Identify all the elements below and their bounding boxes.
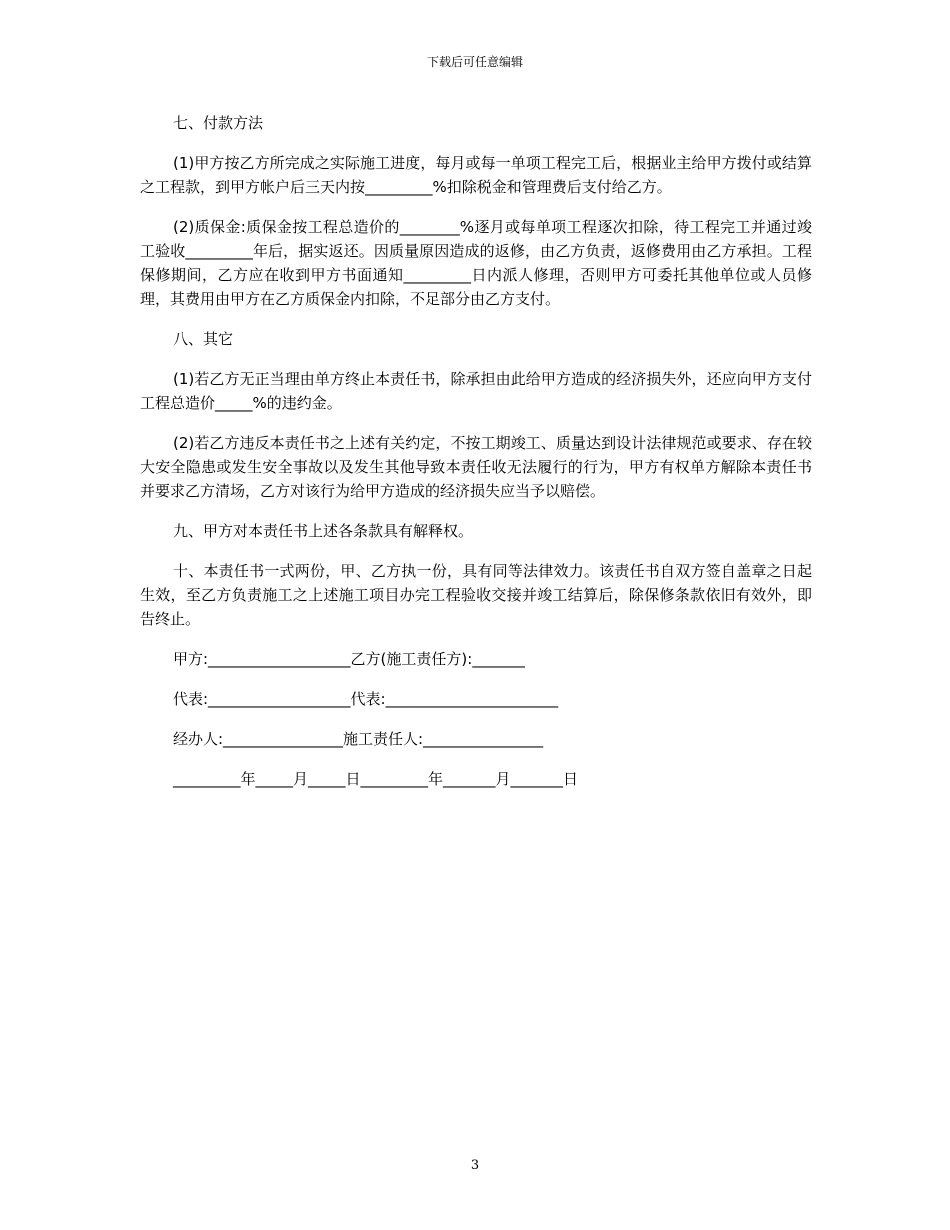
signature-block — [140, 647, 812, 791]
section-8-paragraph-2: (2)若乙方违反本责任书之上述有关约定，不按工期竣工、质量达到设计法律规范或要求、存在较大安全隐患或发生安全事故以及发生其他导致本责任收无法履行的行为，甲方有权单方解除本责任书并要求乙方清场，乙方对该行为给甲方造成的经济损失应当予以赔偿。 — [140, 434, 812, 500]
section-7-paragraph-1: (1)甲方按乙方所完成之实际施工进度，每月或每一单项工程完工后，根据业主给甲方拨付或结算之工程款，到甲方帐户后三天内按_________%扣除税金和管理费后支付给乙方。 — [140, 154, 812, 196]
signature-representative-line: 代表:___________________代表:_______________________ — [173, 690, 559, 708]
section-7-paragraph-2: (2)质保金:质保金按工程总造价的________%逐月或每单项工程逐次扣除，待工程完工并通过竣工验收_________年后，据实返还。因质量原因造成的返修，由乙方负责，返修费用由乙方承担。工程保修期间，乙方应在收到甲方书面通知_________日内派人修理，否则甲方可委托其他单位或人员修理，其费用由甲方在乙方质保金内扣除，不足部分由乙方支付。 — [140, 218, 812, 308]
section-7-title: 七、付款方法 — [173, 114, 264, 132]
signature-handler-line: 经办人:________________施工责任人:________________ — [173, 730, 544, 748]
section-8-paragraph-1: (1)若乙方无正当理由单方终止本责任书，除承担由此给甲方造成的经济损失外，还应向甲方支付工程总造价_____%的违约金。 — [140, 370, 812, 412]
page-number: 3 — [470, 1158, 480, 1173]
page-header: 下载后可任意编辑 — [426, 55, 523, 69]
section-10: 十、本责任书一式两份，甲、乙方执一份，具有同等法律效力。该责任书自双方签自盖章之日起生效，至乙方负责施工之上述施工项目办完工程验收交接并竣工结算后，除保修条款依旧有效外，即告终止。 — [140, 562, 812, 628]
document-body — [140, 111, 812, 807]
section-9: 九、甲方对本责任书上述各条款具有解释权。 — [173, 522, 474, 540]
signature-party-line: 甲方:___________________乙方(施工责任方):_______ — [173, 650, 525, 668]
signature-date-line: _________年_____月_____日_________年_______月_______日 — [173, 770, 579, 788]
section-8-title: 八、其它 — [173, 330, 234, 348]
